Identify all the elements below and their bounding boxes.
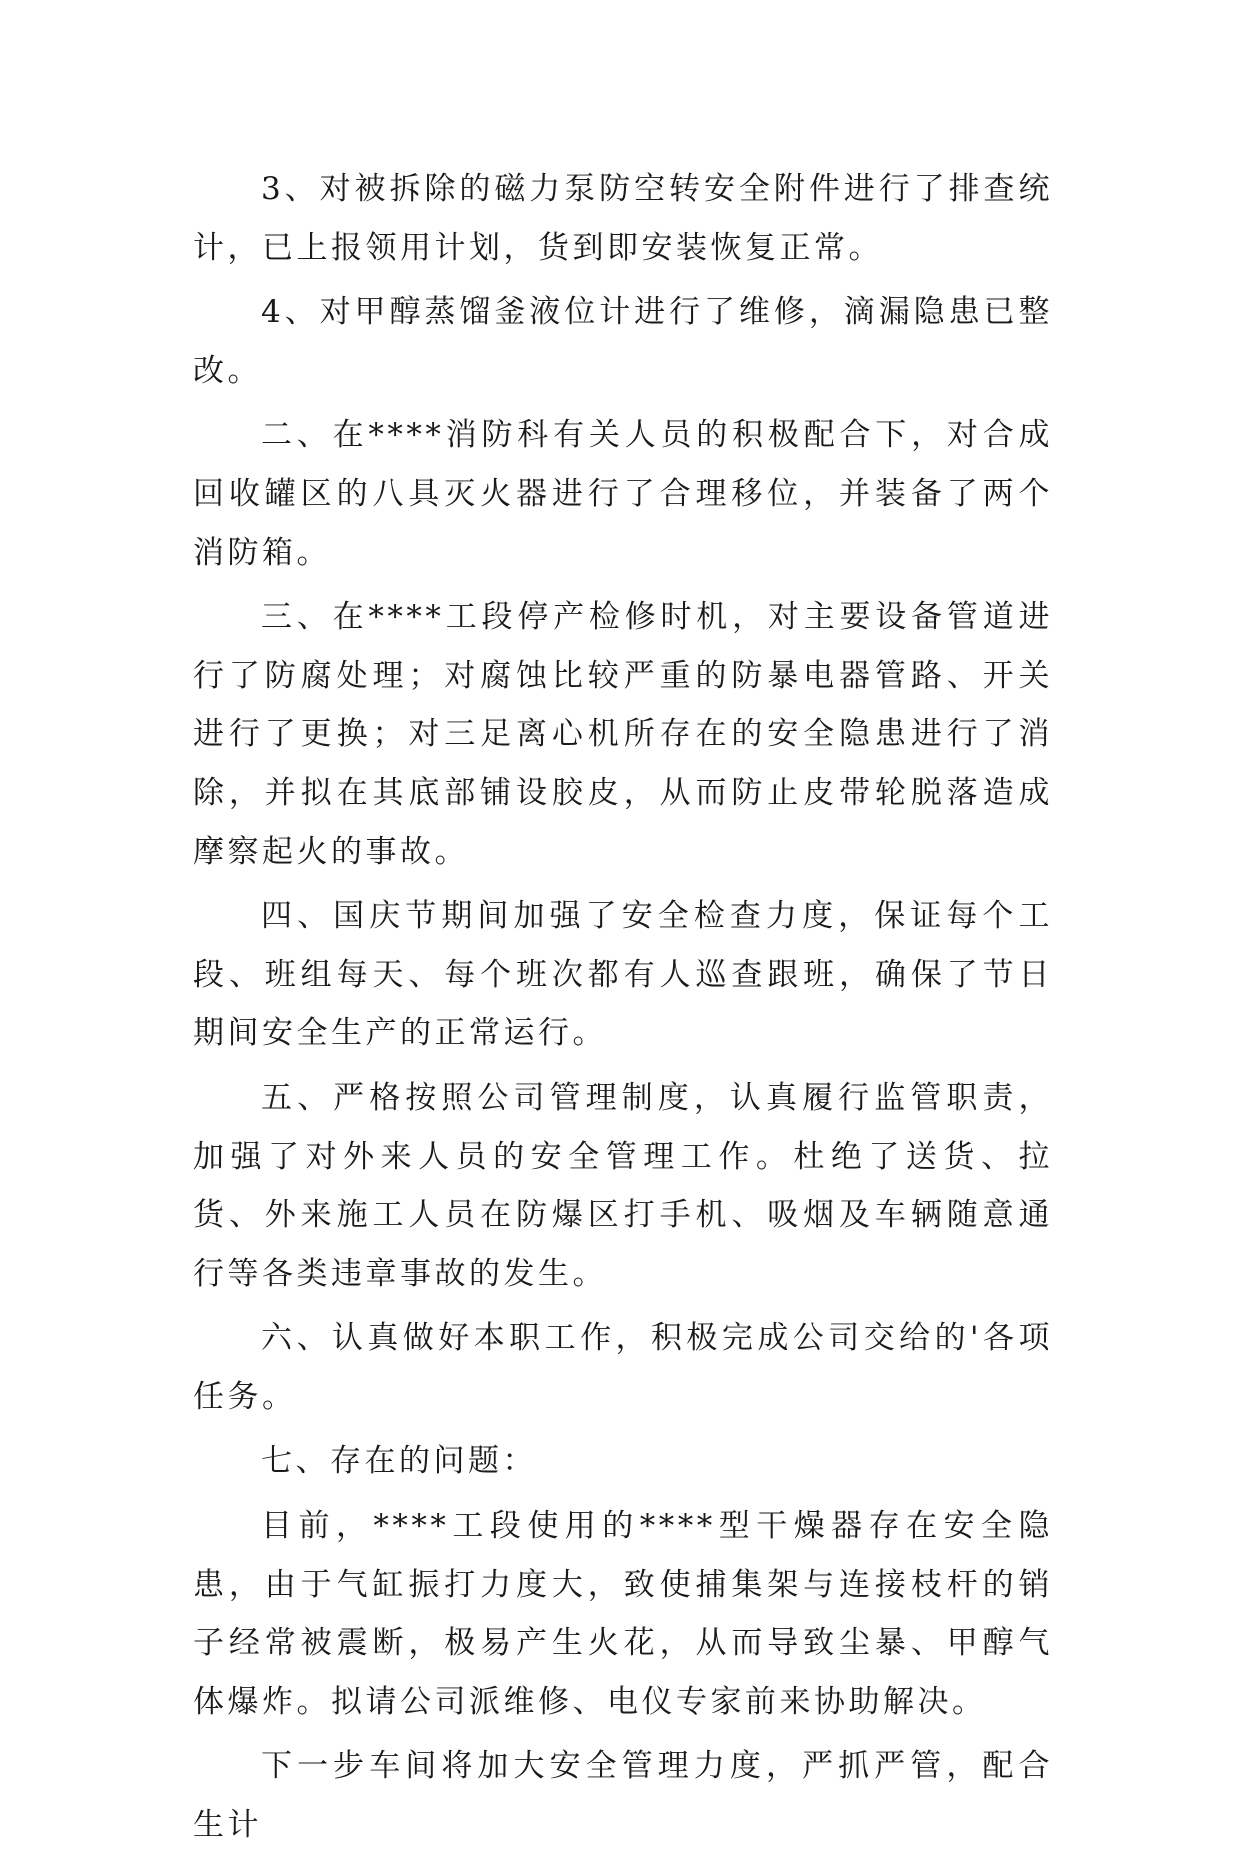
paragraph-next-steps: 下一步车间将加大安全管理力度，严抓严管，配合生计	[193, 1748, 1053, 1844]
paragraph-section-4: 四、国庆节期间加强了安全检查力度，保证每个工段、班组每天、每个班次都有人巡查跟班，确保了节日期间安全生产的正常运行。	[193, 898, 1053, 1052]
paragraph-item-3: 3、对被拆除的磁力泵防空转安全附件进行了排查统计，已上报领用计划，货到即安装恢复正常。	[193, 171, 1053, 266]
paragraph-section-3: 三、在****工段停产检修时机，对主要设备管道进行了防腐处理；对腐蚀比较严重的防暴电器管路、开关进行了更换；对三足离心机所存在的安全隐患进行了消除，并拟在其底部铺设胶皮，从而防止皮带轮脱落造成摩察起火的事故。	[193, 599, 1053, 870]
paragraph-problem-description: 目前，****工段使用的****型干燥器存在安全隐患，由于气缸振打力度大，致使捕集架与连接枝杆的销子经常被震断，极易产生火花，从而导致尘暴、甲醇气体爆炸。拟请公司派维修、电仪专家前来协助解决。	[193, 1508, 1053, 1720]
paragraph-section-2: 二、在****消防科有关人员的积极配合下，对合成回收罐区的八具灭火器进行了合理移位，并装备了两个消防箱。	[193, 417, 1053, 571]
paragraph-section-5: 五、严格按照公司管理制度，认真履行监管职责，加强了对外来人员的安全管理工作。杜绝了送货、拉货、外来施工人员在防爆区打手机、吸烟及车辆随意通行等各类违章事故的发生。	[193, 1079, 1053, 1292]
paragraph-item-4: 4、对甲醇蒸馏釜液位计进行了维修，滴漏隐患已整改。	[193, 294, 1053, 389]
paragraph-section-6: 六、认真做好本职工作，积极完成公司交给的'各项任务。	[193, 1320, 1053, 1415]
document-body	[193, 160, 1053, 1855]
paragraph-section-7-heading: 七、存在的问题：	[261, 1443, 537, 1480]
